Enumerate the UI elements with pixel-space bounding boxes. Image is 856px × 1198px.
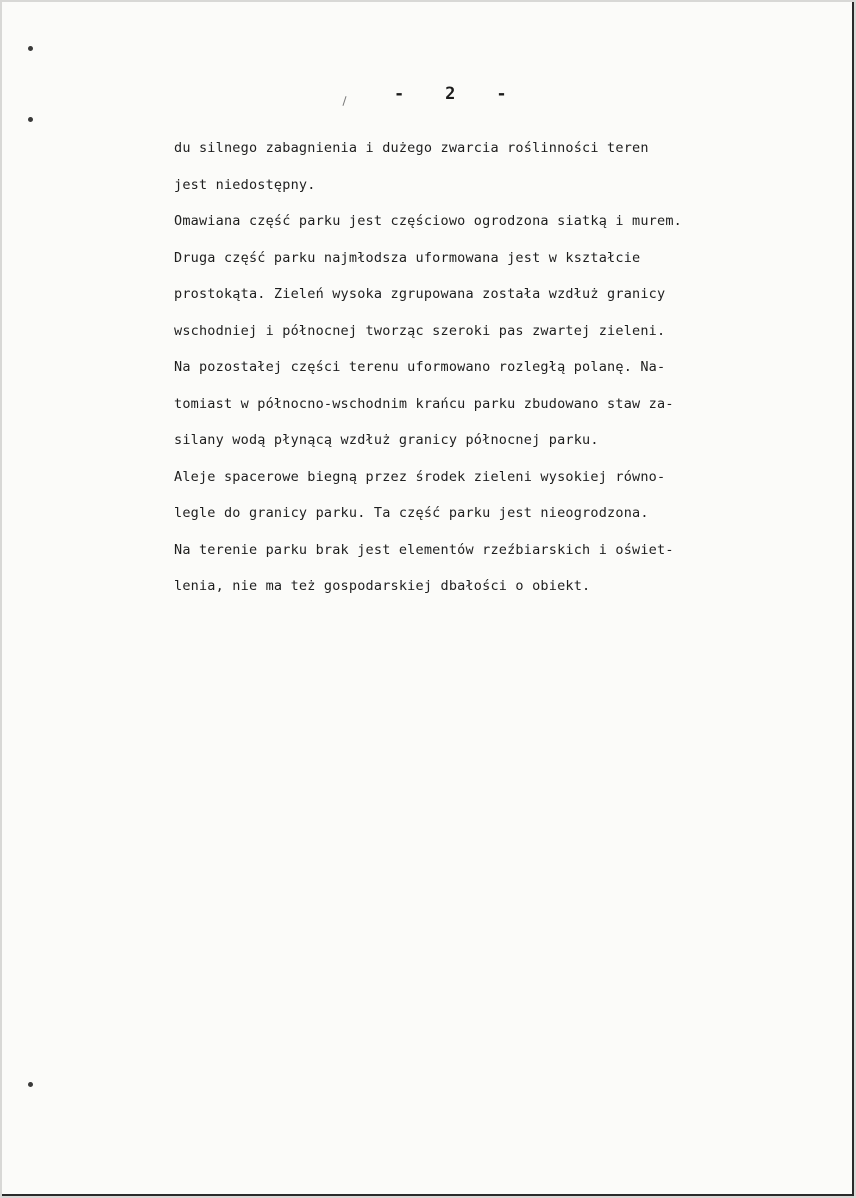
text-line: jest niedostępny. — [174, 176, 316, 193]
text-line: Na terenie parku brak jest elementów rzeźbiarskich i oświet- — [174, 541, 674, 558]
binder-hole-mark — [28, 117, 33, 122]
binder-hole-mark — [28, 1082, 33, 1087]
text-line: du silnego zabagnienia i dużego zwarcia roślinności teren — [174, 140, 649, 156]
text-line: tomiast w północno-wschodnim krańcu parku zbudowano staw za- — [174, 395, 674, 412]
binder-hole-mark — [28, 46, 33, 51]
text-line: Na pozostałej części terenu uformowano rozległą polanę. Na- — [174, 359, 666, 375]
text-line: silany wodą płynącą wzdłuż granicy północnej parku. — [174, 432, 599, 448]
text-line: wschodniej i północnej tworząc szeroki pas zwartej zieleni. — [174, 322, 666, 339]
text-line: Druga część parku najmłodsza uformowana jest w kształcie — [174, 249, 641, 266]
body-text — [174, 130, 834, 605]
text-line: prostokąta. Zieleń wysoka zgrupowana została wzdłuż granicy — [174, 286, 666, 302]
pencil-tick-mark — [342, 96, 346, 106]
text-line: Aleje spacerowe biegną przez środek zieleni wysokiej równo- — [174, 468, 666, 485]
document-page — [2, 2, 854, 1196]
page-number: - 2 - — [394, 84, 507, 104]
text-line: Omawiana część parku jest częściowo ogrodzona siatką i murem. — [174, 213, 682, 229]
text-line: lenia, nie ma też gospodarskiej dbałości o obiekt. — [174, 578, 591, 594]
text-line: legle do granicy parku. Ta część parku jest nieogrodzona. — [174, 505, 649, 521]
